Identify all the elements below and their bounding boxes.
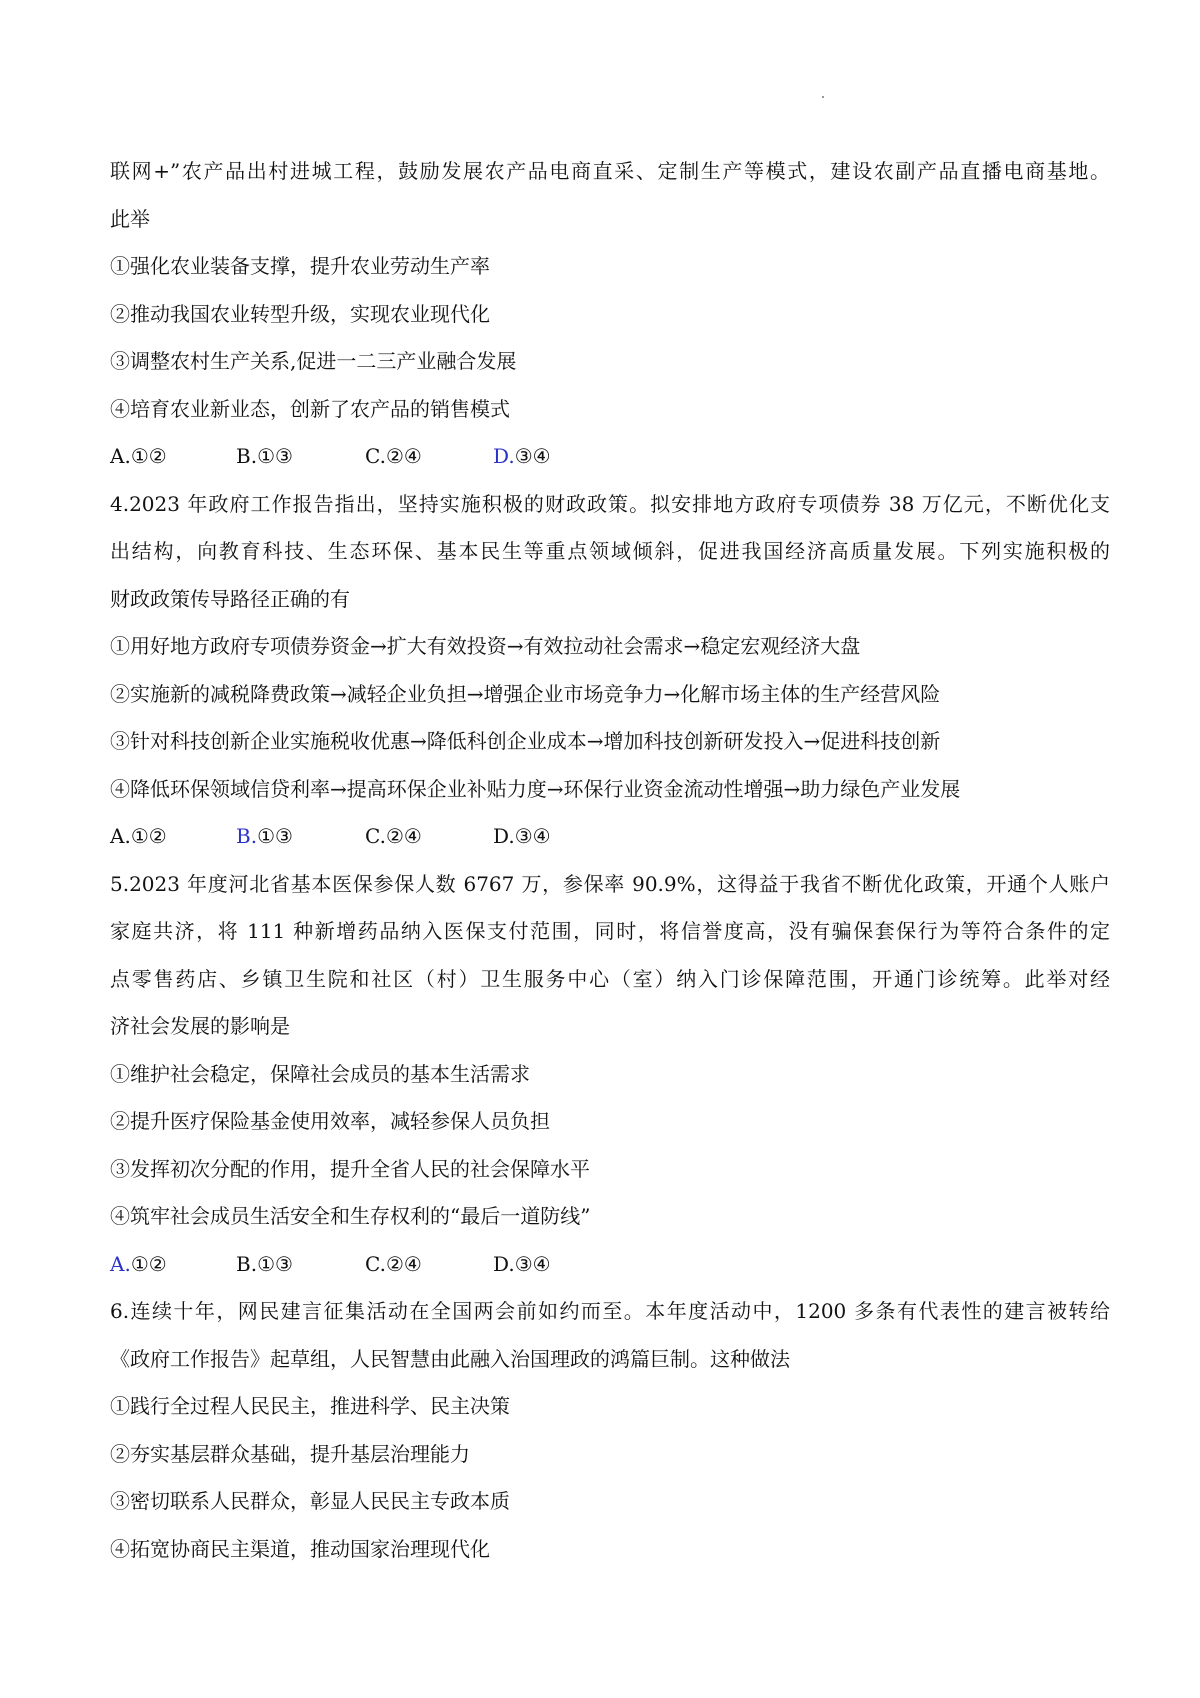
answer-choices <box>110 813 1110 861</box>
choice-c: C.②④ <box>365 824 422 848</box>
statement-option: ①用好地方政府专项债券资金→扩大有效投资→有效拉动社会需求→稳定宏观经济大盘 <box>110 634 861 658</box>
statement-option: ④培育农业新业态，创新了农产品的销售模式 <box>110 396 510 421</box>
question-stem-line: 点零售药店、乡镇卫生院和社区（村）卫生服务中心（室）纳入门诊保障范围，开通门诊统筹。此举对经 <box>110 966 1110 991</box>
question-stem-line: 6.连续十年，网民建言征集活动在全国两会前如约而至。本年度活动中，1200 多条有代表性的建言被转给 <box>110 1299 1110 1323</box>
statement-option: ②实施新的减税降费政策→减轻企业负担→增强企业市场竞争力→化解市场主体的生产经营风险 <box>110 681 941 706</box>
statement-option: ④降低环保领域信贷利率→提高环保企业补贴力度→环保行业资金流动性增强→助力绿色产业发展 <box>110 776 961 801</box>
statement-option: ②夯实基层群众基础，提升基层治理能力 <box>110 1441 470 1466</box>
question-stem-line: 联网+”农产品出村进城工程，鼓励发展农产品电商直采、定制生产等模式，建设农副产品直播电商基地。 <box>110 159 1110 183</box>
choice-c: C.②④ <box>365 444 422 468</box>
question-stem-line: 财政政策传导路径正确的有 <box>110 586 350 611</box>
correct-answer-letter: B. <box>236 824 258 848</box>
correct-answer-letter: A. <box>110 1251 131 1276</box>
page-content <box>110 148 1110 1573</box>
statement-option: ③针对科技创新企业实施税收优惠→降低科创企业成本→增加科技创新研发投入→促进科技创新 <box>110 729 941 753</box>
question-3 <box>110 148 1110 481</box>
question-stem-line: 5.2023 年度河北省基本医保参保人数 6767 万，参保率 90.9%，这得益于我省不断优化政策，开通个人账户 <box>110 871 1110 896</box>
choice-b: B.①③ <box>236 1251 293 1276</box>
statement-option: ②提升医疗保险基金使用效率，减轻参保人员负担 <box>110 1109 550 1133</box>
choice-d: D.③④ <box>493 444 551 468</box>
choice-a: A.①② <box>110 824 167 848</box>
statement-option: ④拓宽协商民主渠道，推动国家治理现代化 <box>110 1536 490 1561</box>
statement-option: ①维护社会稳定，保障社会成员的基本生活需求 <box>110 1061 530 1086</box>
statement-option: ③调整农村生产关系,促进一二三产业融合发展 <box>110 349 517 373</box>
correct-answer-letter: D. <box>493 444 515 468</box>
statement-option: ①强化农业装备支撑，提升农业劳动生产率 <box>110 254 490 278</box>
choice-d: D.③④ <box>493 824 551 848</box>
choice-a: A.①② <box>110 1251 167 1276</box>
answer-choices <box>110 1241 1110 1289</box>
question-stem-line: 《政府工作报告》起草组，人民智慧由此融入治国理政的鸿篇巨制。这种做法 <box>110 1346 790 1371</box>
choice-a: A.①② <box>110 444 167 468</box>
question-stem-line: 出结构，向教育科技、生态环保、基本民生等重点领域倾斜，促进我国经济高质量发展。下列实施积极的 <box>110 539 1110 563</box>
question-stem-line: 济社会发展的影响是 <box>110 1014 290 1038</box>
choice-d: D.③④ <box>493 1251 551 1276</box>
answer-choices <box>110 433 1110 481</box>
statement-option: ①践行全过程人民民主，推进科学、民主决策 <box>110 1394 510 1418</box>
choice-b: B.①③ <box>236 824 293 848</box>
statement-option: ③密切联系人民群众，彰显人民民主专政本质 <box>110 1489 510 1513</box>
question-6 <box>110 1288 1110 1573</box>
choice-c: C.②④ <box>365 1251 422 1276</box>
question-4 <box>110 481 1110 861</box>
choice-b: B.①③ <box>236 444 293 468</box>
question-stem-line: 此举 <box>110 206 150 231</box>
question-stem-line: 家庭共济，将 111 种新增药品纳入医保支付范围，同时，将信誉度高，没有骗保套保行为等符合条件的定 <box>110 919 1110 943</box>
question-stem-line: 4.2023 年政府工作报告指出，坚持实施积极的财政政策。拟安排地方政府专项债券 38 万亿元，不断优化支 <box>110 491 1110 516</box>
statement-option: ④筑牢社会成员生活安全和生存权利的“最后一道防线” <box>110 1204 591 1228</box>
scan-dot <box>822 96 824 98</box>
statement-option: ③发挥初次分配的作用，提升全省人民的社会保障水平 <box>110 1156 590 1181</box>
statement-option: ②推动我国农业转型升级，实现农业现代化 <box>110 301 490 326</box>
question-5 <box>110 861 1110 1289</box>
